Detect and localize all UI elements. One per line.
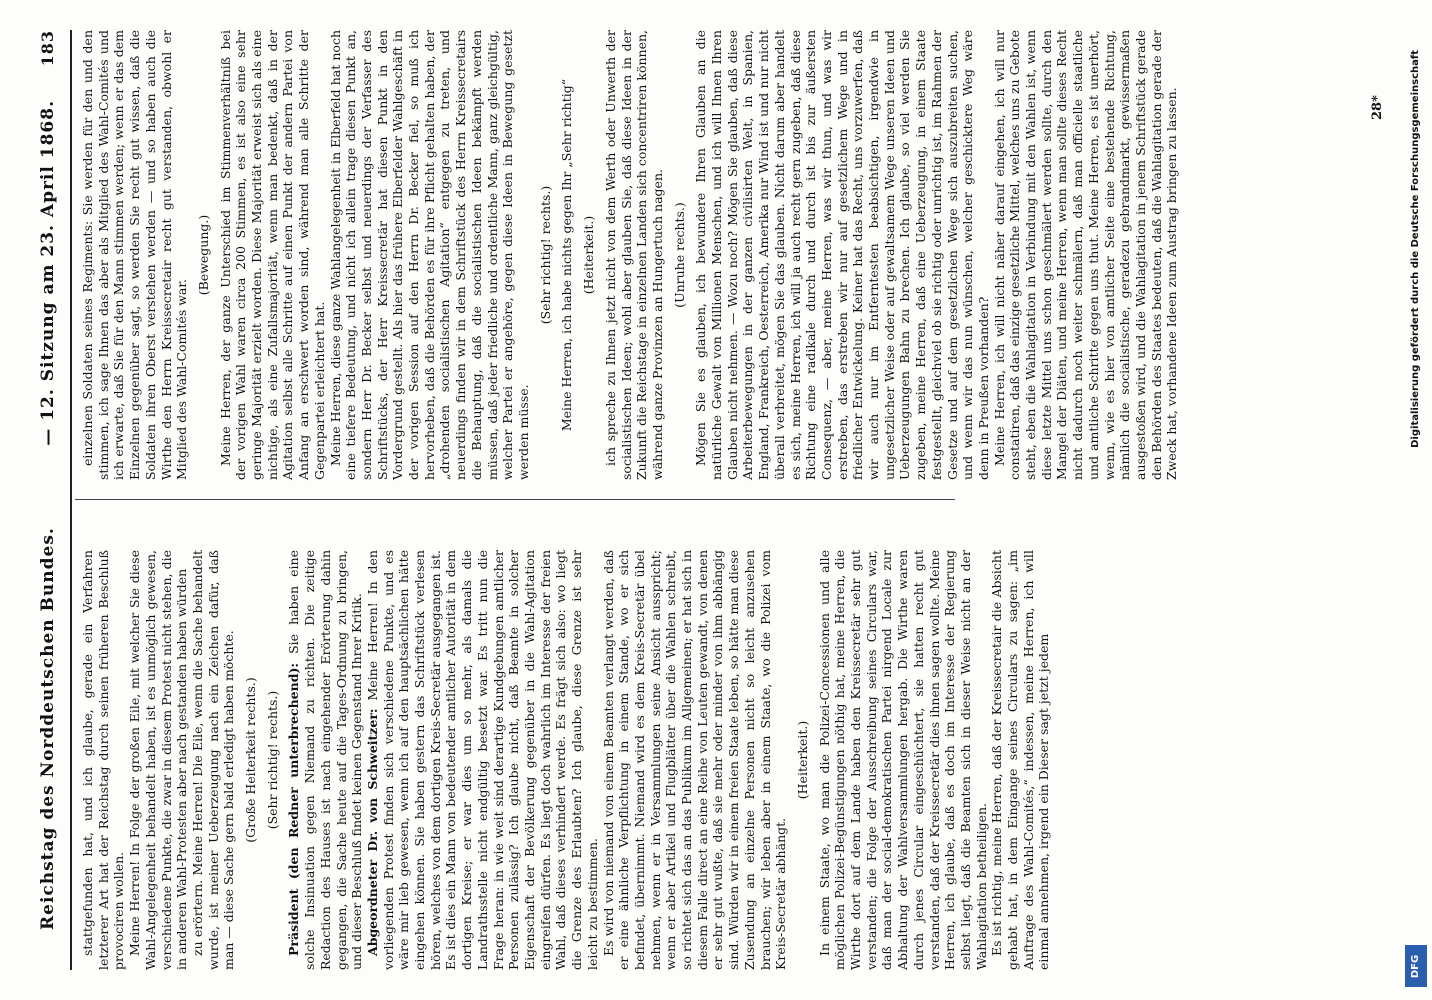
speaker-name: Präsident (den Redner unterbrechend): [286, 663, 302, 956]
paragraph: Meine Herren, der ganze Unterschied im Stimmenverhältniß bei der vorigen Wahl waren circa 200 Stimmen, es ist also eine sehr geringe Majorität erzielt worden. Diese Majorität erweist sich als eine nichtige, als eine Zufallsmajorität, wenn man bedenkt, daß in der Agitation selbst alle Schritte auf einen Punkt der andern Partei von Anfang an erschwert worden sind, während man alle Schritte der Gegenpartei erleichtert hat. [217, 30, 327, 480]
paragraph: Meine Herren! In Folge der großen Eile, mit welcher Sie diese Wahl-Angelegenheit behandelt haben, ist es unmöglich gewesen, verschiedene Punkte, die zwar in diesem Protest nicht stehen, die in anderen Wahl-Protesten aber nach gestanden haben würden [127, 550, 190, 970]
interjection: (Sehr richtig! rechts.) [537, 185, 553, 325]
paragraph: zu erörtern. Meine Herren! Die Eile, wenn die Sache behandelt wurde, ist meiner Ueberzeugung nach ein Zeichen dafür, daß man — diese Sache gern bald erledigt haben möchte. [189, 550, 237, 970]
paragraph: In einem Staate, wo man die Polizei-Concessionen und alle möglichen Polizei-Begünstigungen nöthig hat, meine Herren, die Wirthe dort auf dem Lande haben den Kreissecretär sehr gut verstanden; die Folge der Ausschreibung seines Circulars war, daß man der social-demokratischen Partei nirgend Locale zur Abhaltung der Wahlversammlungen hergab. Die Wirthe waren durch jenes Circular eingeschüchtert, sie hatten recht gut verstanden, daß der Kreissecretär dies ihnen sagen wollte. Meine Herren, ich glaube, daß es doch im Interesse der Regierung selbst liegt, daß die Beamten sich in dieser Weise nicht an der Wahlagitation betheiligen. [816, 550, 989, 970]
paragraph: Präsident (den Redner unterbrechend): Sie haben eine solche Insinuation gegen Niemand zu richten. Die zeitige Redaction des Hauses ist nach eingehender Erörterung dahin gegangen, die Sache heute auf die Tages-Ordnung zu bringen, und dieser Beschluß findet keinen Gegenstand Ihrer Kritik. [286, 550, 365, 970]
paragraph: ich spreche zu Ihnen jetzt nicht von dem Werth oder Unwerth der socialistischen Ideen; wohl aber glauben Sie, daß diese Ideen in der Zukunft die Reichstage in einzelnen Landen sich concentriren können, während ganze Provinzen an Hungertuch nagen. [602, 30, 665, 480]
interjection: (Sehr richtig! rechts.) [264, 690, 280, 830]
interjection: (Große Heiterkeit rechts.) [243, 677, 259, 843]
interjection: (Bewegung.) [195, 214, 211, 296]
header-left-title: Reichstag des Norddeutschen Bundes. [38, 527, 58, 930]
column-divider [75, 499, 955, 500]
paragraph: einzelnen Soldaten seines Regiments: Sie werden für den und den stimmen, ich sage Ihnen das aber als Mitglied des Wahl-Comités und ich erwarte, daß Sie für den Mann stimmen werden; wenn er das dem Einzelnen gegenüber sagt, so werden Sie recht gut wissen, daß die Soldaten ihren Oberst verstehen werden — und so haben auch die Wirthe den Herrn Kreissecretair recht gut verstanden, obwohl er Mitglied des Wahl-Comités war. [80, 30, 190, 480]
dfg-logo-text: DFG [1410, 954, 1422, 978]
paragraph: stattgefunden hat, und ich glaube, gerade ein Verfahren letzterer Art hat der Reichstag durch seinen früheren Beschluß provociren wollen. [80, 550, 127, 970]
paragraph: Meine Herren, ich will nicht näher darauf eingehen, ich will nur constatiren, daß das einzige gesetzliche Mittel, welches uns zu Gebote steht, eben die Wahlagitation in Verbindung mit den Wahlen ist, wenn diese letzte Mittel uns schon geschmälert werden sollte, durch den Mangel der Diäten, und meine Herren, wenn man sollte dieses Recht nicht dadurch noch weiter schmälern, daß man officielle staatliche und amtliche Schritte gegen uns thut. Meine Herren, es ist unerhört, wenn, wie es hier von amtlicher Seite eine bestehende Richtung, nämlich die socialistische, geradezu gebrandmarkt, gewissermaßen ausgestoßen wird, und die Wahlagitation in jenem Schriftstück gerade den Behörden des Staates bedeuten, daß die Wahlagitation gerade der Zweck hat, vorhandene Ideen zum Austrag bringen zu lassen. [991, 30, 1180, 480]
paragraph: Mögen Sie es glauben, ich bewundere Ihren Glauben an die natürliche Gewalt von Millionen Menschen, und ich will Ihnen Ihren Glauben nicht nehmen. — Wozu noch? Mögen Sie glauben, daß diese Arbeiterbewegungen in der ganzen civilisirten Welt, in Spanien, England, Frankreich, Oesterreich, Amerika nur Wind ist und nur nicht überall verbreitet, mögen Sie das glauben. Nicht darum aber handelt es sich, meine Herren, ich will ja auch recht gern zugeben, daß diese Richtung eine radikale durch und durch ist bis zur äußersten Consequenz, — aber, meine Herren, was wir thun, und was wir erstreben, das erstreben wir nur auf gesetzlichem Wege und in friedlicher Entwickelung. Keiner hat das Recht, uns vorzuwerfen, daß wir auch nur im Entferntesten beabsichtigen, irgendwie in ungesetzlicher Weise oder auf gewaltsamem Wege unseren Ideen und Ueberzeugungen Bahn zu brechen. Ich glaube, so viel werden Sie zugeben, meine Herren, daß eine Ueberzeugung, in einem Staate festgestellt, gleichviel ob sie richtig oder unrichtig ist, im Rahmen der Gesetze und auf dem gesetzlichen Wege sich auszubreiten suchen, und wenn wir das nun wünschen, welcher geschicktere Weg wäre denn in Preußen vorhanden? [693, 30, 991, 480]
text-column-right [80, 30, 1180, 480]
interjection: Meine Herren, ich habe nichts gegen Ihr „Sehr richtig“ [559, 78, 575, 432]
header-right-title: — 12. Sitzung am 23. April 1868. [38, 100, 58, 446]
interjection: (Unruhe rechts.) [671, 202, 687, 308]
paragraph: Abgeordneter Dr. von Schweitzer: Meine Herren! In den vorliegenden Protest finden sich verschiedene Punkte, und es wäre mir lieb gewesen, wenn ich auf den hauptsächlichen hätte eingehen können. Sie haben gestern das Schriftstück verlesen hören, welches von dem dortigen Kreis-Secretär ausgegangen ist. Es ist dies ein Mann von bedeutender amtlicher Autorität in dem dortigen Kreise; er war dies um so mehr, als damals die Landrathsstelle nicht endgültig besetzt war. Es tritt nun die Frage heran: in wie weit sind derartige Kundgebungen amtlicher Personen zulässig? Ich glaube nicht, daß Beamte in solcher Eigenschaft der Bevölkerung gegenüber in die Wahl-Agitation eingreifen dürfen. Es liegt doch wahrlich im Interesse der freien Wahl, daß dieses verhindert werde. Es frägt sich also: wo liegt die Grenze des Erlaubten? Ich glaube, diese Grenze ist sehr leicht zu bestimmen. [364, 550, 600, 970]
page-number: 183 [38, 30, 57, 67]
funding-notice: Digitalisierung gefördert durch die Deutsche Forschungsgemeinschaft [1410, 50, 1421, 448]
paragraph: Es wird von niemand von einem Beamten verlangt werden, daß er eine ähnliche Verpflichtung in einem Stande, wo er sich befindet, übernimmt. Niemand wird es dem Kreis-Secretär übel nehmen, wenn er in Versammlungen seine Ansicht ausspricht; wenn er aber Artikel und Flugblätter über die Wahlen schreibt, so richtet sich das an das Publikum im Allgemeinen; er hat sich in diesem Falle direct an eine Reihe von Leuten gewandt, von denen er sehr gut wußte, daß sie mehr oder minder von ihm abhängig sind. Würden wir in einem freien Staate leben, so hätte man diese Zusendung an einzelne Personen nicht so leicht anzusehen brauchen; wir leben aber in einem Staate, wo die Polizei vom Kreis-Secretär abhängt. [600, 549, 789, 970]
running-header [30, 30, 66, 970]
interjection: (Heiterkeit.) [794, 720, 810, 800]
interjection: (Heiterkeit.) [581, 215, 597, 295]
side-attribution-strip [1405, 10, 1427, 990]
speaker-name: Abgeordneter Dr. von Schweitzer: [364, 708, 380, 956]
paragraph: Meine Herren, diese ganze Wahlangelegenheit in Elberfeld hat noch eine tiefere Bedeutung, und nicht ich allein trage diesen Punkt an, sondern Herr Dr. Becker selbst und neuerdings der Verfasser des Schriftstücks, der Herr Kreissecretär hat diesen Punkt in den Vordergrund gestellt. Als hier das frühere Elberfelder Wahlgeschäft in der vorigen Session auf den Herrn Dr. Becker fiel, so muß ich hervorheben, daß die Behörden es für ihre Pflicht gehalten haben, der „drohenden socialistischen Agitation“ entgegen zu treten, und neuerdings finden wir in dem Schriftstück des Herrn Kreissecretairs die Behauptung, daß die socialistischen Ideen bekämpft werden müssen, daß jeder friedliche und ordentliche Mann, ganz gleichgültig, welcher Partei er angehöre, gegen diese Ideen in Bewegung gesetzt werden müsse. [327, 30, 531, 480]
paragraph: Es ist richtig, meine Herren, daß der Kreissecretair die Absicht gehabt hat, in dem Eingange seines Circulars zu sagen: „im Auftrage des Wahl-Comités,“ indessen, meine Herren, ich will einmal annehmen, irgend ein Dieser sagt jetzt jedem [989, 550, 1052, 970]
text-column-left [80, 550, 1052, 970]
sheet-signature: 28* [1370, 95, 1385, 120]
dfg-logo-icon [1405, 945, 1427, 987]
header-rule [70, 30, 72, 970]
